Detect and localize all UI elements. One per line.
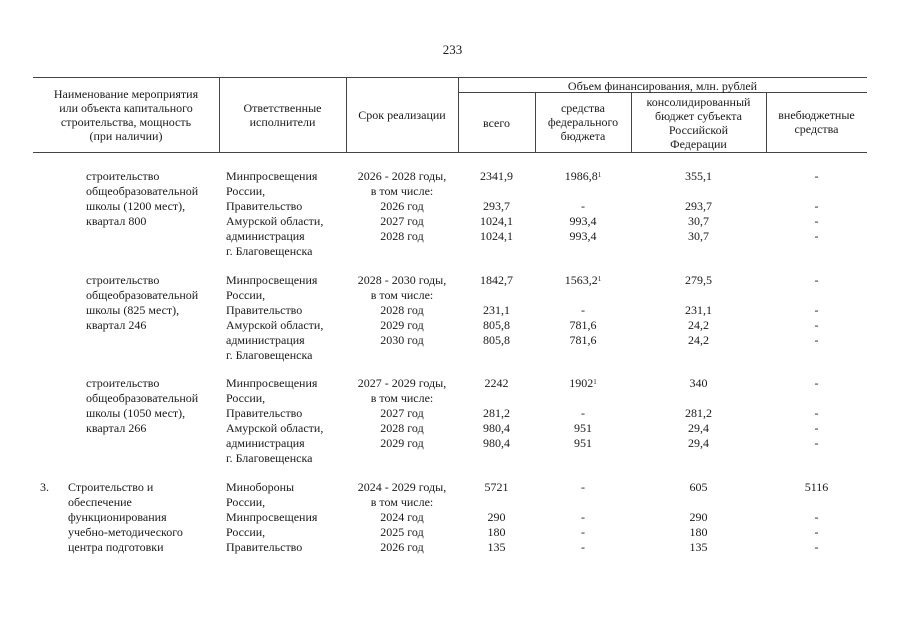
page-number: 233 bbox=[442, 42, 463, 57]
block-name: строительство общеобразовательной школы (1200 мест), квартал 800 bbox=[86, 169, 199, 228]
header-bottom-border bbox=[33, 152, 867, 153]
block-consolidated: 279,5 231,1 24,2 24,2 bbox=[685, 273, 712, 347]
header-financing-group: Объем финансирования, млн. рублей bbox=[567, 79, 758, 93]
block-total: 2242 281,2 980,4 980,4 bbox=[483, 376, 510, 450]
block-federal: 1902$^1$ - 951 951 bbox=[569, 376, 597, 450]
block-name: строительство общеобразовательной школы (1050 мест), квартал 266 bbox=[86, 376, 199, 435]
block-federal: - - - - bbox=[581, 480, 585, 554]
block-name: строительство общеобразовательной школы (825 мест), квартал 246 bbox=[86, 273, 199, 332]
block-offbudget: - - - - bbox=[814, 376, 819, 450]
footnote-mark: 1 bbox=[597, 275, 602, 283]
block-consolidated: 355,1 293,7 30,7 30,7 bbox=[685, 169, 712, 243]
block-total: 5721 290 180 135 bbox=[484, 480, 509, 554]
block-total: 1842,7 231,1 805,8 805,8 bbox=[480, 273, 513, 347]
block-term: 2026 - 2028 годы, в том числе: 2026 год 2027 год 2028 год bbox=[357, 169, 447, 243]
footnote-mark: 1 bbox=[597, 171, 602, 179]
header-term: Срок реализации bbox=[358, 108, 446, 122]
block-total: 2341,9 293,7 1024,1 1024,1 bbox=[480, 169, 513, 243]
block-number: 3. bbox=[40, 480, 49, 494]
block-federal: 1563,2$^1$ - 781,6 781,6 bbox=[564, 273, 602, 347]
block-consolidated: 340 281,2 29,4 29,4 bbox=[685, 376, 712, 450]
header-offbudget: внебюджетные средства bbox=[778, 108, 855, 136]
block-executors: Минпросвещения России, Правительство Амурской области, администрация г. Благовещенска bbox=[226, 376, 324, 465]
block-term: 2027 - 2029 годы, в том числе: 2027 год 2028 год 2029 год bbox=[357, 376, 447, 450]
block-offbudget: 5116 - - - bbox=[804, 480, 829, 554]
table-top-border bbox=[33, 77, 867, 78]
block-consolidated: 605 290 180 135 bbox=[689, 480, 708, 554]
footnote-mark: 1 bbox=[593, 378, 597, 386]
block-name: Строительство и обеспечение функционирования учебно-методического центра подготовки bbox=[68, 480, 183, 554]
block-offbudget: - - - - bbox=[814, 273, 819, 347]
block-executors: Минобороны России, Минпросвещения России, Правительство bbox=[226, 480, 318, 554]
block-federal: 1986,8$^1$ - 993,4 993,4 bbox=[564, 169, 602, 243]
header-federal: средства федерального бюджета bbox=[547, 101, 619, 143]
header-name: Наименование мероприятия или объекта капитального строительства, мощность (при наличии) bbox=[53, 87, 199, 143]
header-consolidated: консолидированный бюджет субъекта Российской Федерации bbox=[646, 95, 751, 151]
block-term: 2024 - 2029 годы, в том числе: 2024 год 2025 год 2026 год bbox=[357, 480, 447, 554]
block-executors: Минпросвещения России, Правительство Амурской области, администрация г. Благовещенска bbox=[226, 169, 324, 258]
header-executors: Ответственные исполнители bbox=[243, 101, 322, 129]
block-offbudget: - - - - bbox=[814, 169, 819, 243]
block-term: 2028 - 2030 годы, в том числе: 2028 год 2029 год 2030 год bbox=[357, 273, 447, 347]
header-total: всего bbox=[482, 116, 511, 130]
block-executors: Минпросвещения России, Правительство Амурской области, администрация г. Благовещенска bbox=[226, 273, 324, 362]
